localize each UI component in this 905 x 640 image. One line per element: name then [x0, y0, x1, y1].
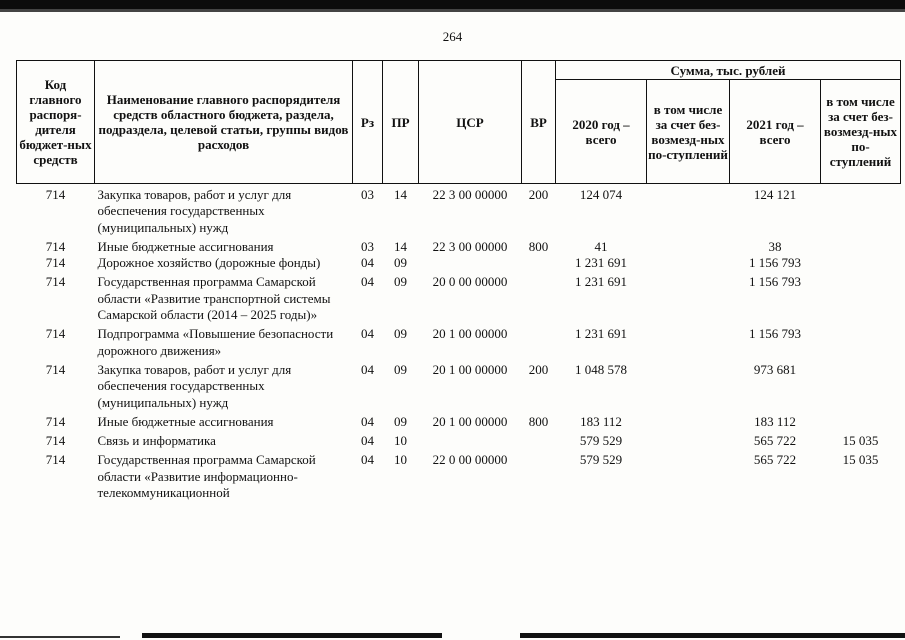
cell-2020-grant [647, 449, 730, 501]
cell-2020-total: 124 074 [579, 187, 623, 202]
cell-vr [522, 271, 556, 323]
cell-name: Дорожное хозяйство (дорожные фонды) [97, 255, 321, 271]
cell-2021-total: 973 681 [753, 361, 797, 377]
cell-2020-grant [647, 236, 730, 255]
table-row [17, 271, 901, 323]
table-row [17, 236, 901, 255]
page-number: 264 [442, 29, 463, 44]
table-row [17, 255, 901, 271]
table-row [17, 449, 901, 501]
table-body [17, 184, 901, 502]
cell-2020-total: 1 231 691 [575, 274, 627, 290]
cell-name: Подпрограмма «Повышение безопасности дорожного движения» [97, 326, 334, 358]
cell-csr: 20 1 00 00000 [432, 413, 508, 429]
cell-2021-total: 565 722 [753, 433, 797, 449]
cell-2021-grant [821, 184, 901, 236]
header-csr: ЦСР [419, 61, 522, 184]
cell-pr: 09 [394, 361, 407, 377]
cell-pr: 14 [394, 187, 407, 202]
cell-name: Иные бюджетные ассигнования [97, 413, 274, 429]
cell-rz: 04 [361, 274, 374, 290]
cell-rz: 04 [361, 361, 374, 377]
cell-2020-grant [647, 411, 730, 430]
header-2021-grant: в том числе за счет без-возмезд-ных по-ступлений [821, 80, 901, 184]
cell-2021-grant [821, 359, 901, 411]
header-sum-group: Сумма, тыс. рублей [556, 61, 901, 80]
cell-2021-total: 1 156 793 [749, 274, 801, 290]
cell-name: Государственная программа Самарской области «Развитие информационно-телекоммуникационной [97, 452, 316, 501]
cell-2021-total: 183 112 [754, 413, 796, 429]
cell-code: 714 [45, 433, 66, 449]
cell-vr [522, 323, 556, 359]
cell-pr: 09 [394, 274, 407, 290]
cell-2021-total: 38 [768, 238, 782, 254]
cell-2021-grant [821, 271, 901, 323]
cell-2021-total: 124 121 [753, 187, 797, 202]
header-vr: ВР [522, 61, 556, 184]
cell-rz: 03 [361, 238, 374, 254]
cell-2021-grant: 15 035 [842, 433, 879, 449]
cell-2021-grant [821, 236, 901, 255]
cell-2021-total: 565 722 [753, 452, 797, 468]
cell-code: 714 [45, 274, 66, 290]
cell-2021-grant [821, 323, 901, 359]
table-row [17, 430, 901, 449]
cell-code: 714 [45, 452, 66, 468]
cell-name: Государственная программа Самарской области «Развитие транспортной системы Самарской области (2014 – 2025 годы)» [97, 274, 331, 323]
scan-line-segment [520, 633, 905, 638]
cell-code: 714 [45, 361, 66, 377]
cell-vr: 800 [528, 238, 549, 254]
cell-name: Иные бюджетные ассигнования [97, 238, 274, 254]
cell-vr: 200 [528, 187, 549, 202]
cell-code: 714 [45, 255, 66, 271]
cell-rz: 04 [361, 326, 374, 342]
cell-2020-total: 1 231 691 [575, 255, 627, 271]
cell-2021-total: 1 156 793 [749, 326, 801, 342]
scan-top-border [0, 0, 905, 9]
cell-vr [522, 430, 556, 449]
cell-2021-grant [821, 411, 901, 430]
header-2020-total: 2020 год – всего [556, 80, 647, 184]
cell-pr: 10 [394, 452, 407, 468]
cell-2020-grant [647, 430, 730, 449]
cell-2020-total: 579 529 [579, 452, 623, 468]
cell-rz: 04 [361, 452, 374, 468]
scan-bottom-border [0, 631, 905, 640]
header-rz: Рз [353, 61, 383, 184]
cell-pr: 09 [394, 255, 407, 271]
cell-csr [419, 255, 522, 271]
cell-pr: 14 [394, 238, 407, 254]
header-pr: ПР [383, 61, 419, 184]
table-row [17, 411, 901, 430]
cell-vr [522, 449, 556, 501]
cell-csr: 22 3 00 00000 [432, 187, 508, 202]
cell-vr: 800 [528, 413, 549, 429]
cell-csr: 20 1 00 00000 [432, 326, 508, 342]
cell-2020-grant [647, 255, 730, 271]
cell-2021-total: 1 156 793 [749, 255, 801, 271]
cell-2020-grant [647, 184, 730, 236]
cell-2020-grant [647, 271, 730, 323]
cell-csr: 20 0 00 00000 [432, 274, 508, 290]
cell-csr: 20 1 00 00000 [432, 361, 508, 377]
scan-line-segment [142, 633, 442, 638]
cell-rz: 04 [361, 433, 374, 449]
cell-name: Связь и информатика [97, 433, 216, 449]
cell-rz: 04 [361, 255, 374, 271]
cell-2021-grant [821, 255, 901, 271]
cell-2020-total: 183 112 [580, 413, 622, 429]
cell-2020-total: 1 048 578 [575, 361, 627, 377]
cell-name: Закупка товаров, работ и услуг для обеспечения государственных (муниципальных) нужд [97, 361, 292, 410]
cell-code: 714 [45, 413, 66, 429]
cell-code: 714 [45, 238, 66, 254]
header-code: Код главного распоря-дителя бюджет-ных средств [17, 61, 95, 184]
cell-2020-grant [647, 323, 730, 359]
table-row [17, 323, 901, 359]
cell-csr: 22 3 00 00000 [432, 238, 508, 254]
scan-line-segment [0, 636, 120, 638]
cell-pr: 09 [394, 413, 407, 429]
scan-top-border-shadow [0, 9, 905, 12]
cell-2020-grant [647, 359, 730, 411]
cell-2020-total: 579 529 [579, 433, 623, 449]
cell-2021-grant: 15 035 [842, 452, 879, 468]
cell-vr: 200 [528, 361, 549, 377]
table-row [17, 359, 901, 411]
header-2021-total: 2021 год – всего [730, 80, 821, 184]
cell-rz: 04 [361, 413, 374, 429]
cell-pr: 09 [394, 326, 407, 342]
header-name: Наименование главного распорядителя средств областного бюджета, раздела, подраздела, целевой статьи, группы видов расходов [95, 61, 353, 184]
cell-code: 714 [45, 187, 66, 202]
cell-2020-total: 1 231 691 [575, 326, 627, 342]
cell-vr [522, 255, 556, 271]
cell-code: 714 [45, 326, 66, 342]
cell-name: Закупка товаров, работ и услуг для обеспечения государственных (муниципальных) нужд [97, 187, 292, 235]
header-2020-grant: в том числе за счет без-возмезд-ных по-ступлений [647, 80, 730, 184]
cell-csr [419, 430, 522, 449]
cell-csr: 22 0 00 00000 [432, 452, 508, 468]
cell-pr: 10 [394, 433, 407, 449]
cell-2020-total: 41 [594, 238, 608, 254]
budget-table [16, 60, 901, 501]
cell-rz: 03 [361, 187, 374, 202]
table-row [17, 184, 901, 236]
table-header [17, 61, 901, 184]
